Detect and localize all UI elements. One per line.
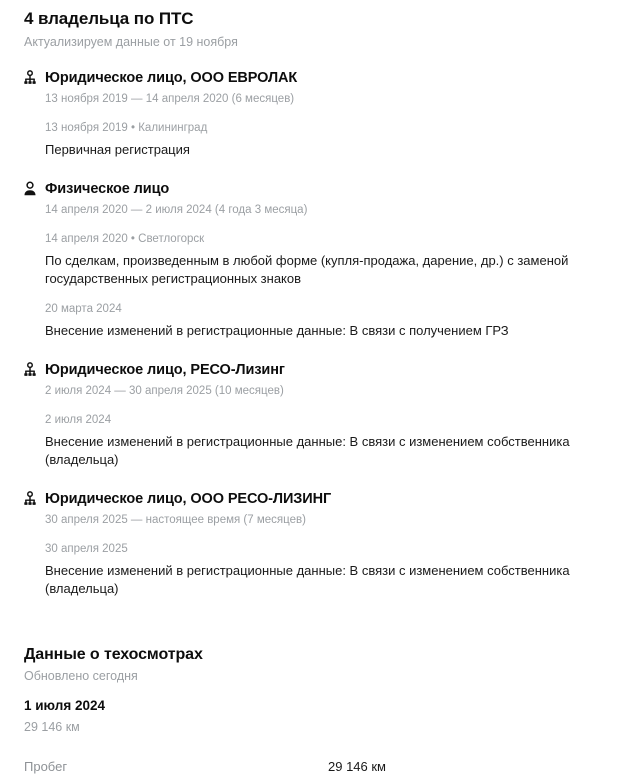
owner-events [45, 121, 616, 159]
owner-events [45, 232, 616, 340]
owner-event [45, 413, 616, 469]
legal-entity-icon [22, 491, 38, 507]
spec-value: 29 146 км [328, 759, 386, 774]
owner-block [24, 361, 616, 469]
legal-entity-icon [22, 362, 38, 378]
spec-row [24, 758, 616, 776]
owner-title: Юридическое лицо, ООО ЕВРОЛАК [45, 70, 298, 86]
owner-title: Юридическое лицо, ООО РЕСО-ЛИЗИНГ [45, 491, 332, 507]
inspection-mileage: 29 146 км [24, 720, 80, 734]
owner-period: 30 апреля 2025 — настоящее время (7 месяцев) [45, 514, 306, 526]
inspections-subtitle: Обновлено сегодня [24, 669, 138, 683]
owners-list [24, 69, 616, 598]
owner-event [45, 542, 616, 598]
event-text: По сделкам, произведенным в любой форме (купля-продажа, дарение, др.) с заменой государственных регистрационных знаков [45, 253, 569, 286]
owner-title: Юридическое лицо, РЕСО-Лизинг [45, 362, 285, 378]
owner-block [24, 180, 616, 340]
owner-period: 13 ноября 2019 — 14 апреля 2020 (6 месяцев) [45, 93, 295, 105]
legal-entity-icon [22, 70, 38, 86]
inspection-entries [24, 697, 616, 736]
owners-section [24, 0, 616, 598]
page-subtitle: Актуализируем данные от 19 ноября [24, 35, 238, 49]
event-meta: 30 апреля 2025 [45, 543, 128, 555]
owner-events [45, 542, 616, 598]
inspection-date: 1 июля 2024 [24, 698, 105, 713]
event-meta: 2 июля 2024 [45, 414, 112, 426]
event-meta: 14 апреля 2020 • Светлогорск [45, 233, 205, 245]
spec-label: Пробег [24, 759, 68, 774]
owner-period: 2 июля 2024 — 30 апреля 2025 (10 месяцев) [45, 385, 284, 397]
event-meta: 20 марта 2024 [45, 303, 122, 315]
individual-person-icon [22, 181, 38, 197]
event-text: Внесение изменений в регистрационные данные: В связи с изменением собственника (владельца) [45, 434, 570, 467]
owner-event [45, 232, 616, 288]
event-text: Внесение изменений в регистрационные данные: В связи с изменением собственника (владельца) [45, 563, 570, 596]
owner-period: 14 апреля 2020 — 2 июля 2024 (4 года 3 месяца) [45, 204, 308, 216]
spec-rows [24, 758, 616, 776]
inspections-title: Данные о техосмотрах [24, 646, 203, 663]
owner-event [45, 121, 616, 159]
event-meta: 13 ноября 2019 • Калининград [45, 122, 208, 134]
owner-events [45, 413, 616, 469]
inspection-entry [24, 697, 616, 736]
inspections-section [24, 644, 616, 776]
event-text: Внесение изменений в регистрационные данные: В связи с получением ГРЗ [45, 323, 509, 338]
owner-block [24, 490, 616, 598]
page-title: 4 владельца по ПТС [24, 9, 194, 28]
owner-event [45, 302, 616, 340]
owner-block [24, 69, 616, 159]
event-text: Первичная регистрация [45, 142, 190, 157]
owner-title: Физическое лицо [45, 181, 170, 197]
